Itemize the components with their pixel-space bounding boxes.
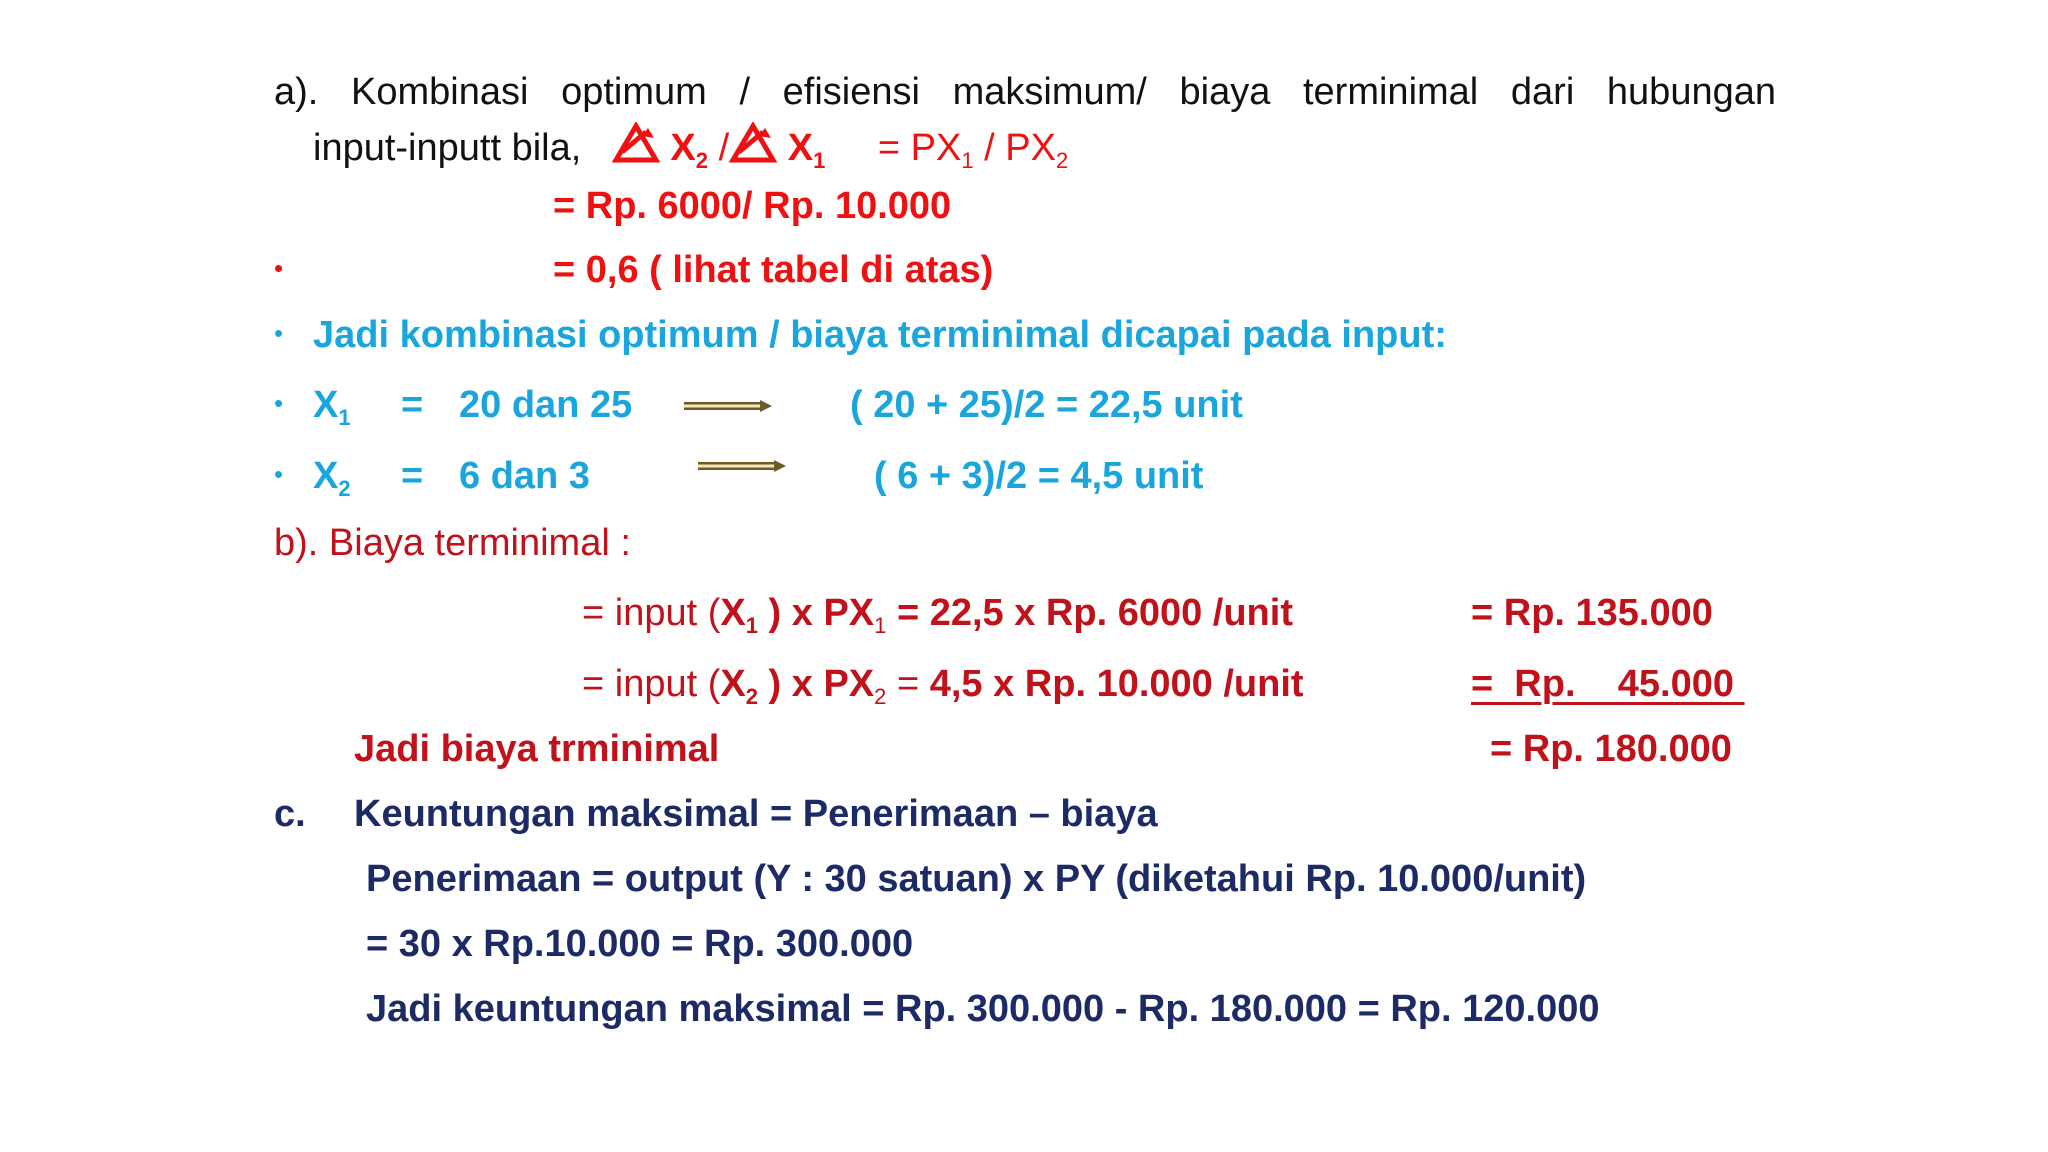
arrow-right-icon xyxy=(682,399,774,413)
delta-symbol-icon-2 xyxy=(729,122,777,173)
x1-row-values: 20 dan 25 xyxy=(459,384,633,426)
cost-row-x1: = input ($X_1$ ) x $PX_1 = 22,5$ x Rp. 6000 /unit xyxy=(582,592,1293,638)
penerimaan-line: Penerimaan = output (Y : 30 satuan) x PY (diketahui Rp. 10.000/unit) xyxy=(366,858,1587,900)
bullet-cyan-3: • xyxy=(274,459,284,489)
penerimaan-calc-line: = 30 x Rp.10.000 = Rp. 300.000 xyxy=(366,923,914,965)
x2-row-values: 6 dan 3 xyxy=(459,455,590,497)
delta-symbol-icon xyxy=(612,122,660,173)
x2-variable: $X_2$ xyxy=(670,127,709,173)
bullet-cyan-2: • xyxy=(274,388,284,418)
x2-row-calc: ( 6 + 3)/2 = 4,5 unit xyxy=(874,455,1204,497)
ratio-line: = Rp. 6000/ Rp. 10.000 xyxy=(553,185,952,227)
x1-variable: $X_1$ xyxy=(787,127,826,173)
biaya-terminimal-heading: b). Biaya terminimal : xyxy=(274,522,631,564)
keuntungan-heading: Keuntungan maksimal = Penerimaan – biaya xyxy=(354,793,1158,835)
result-line: = 0,6 ( lihat tabel di atas) xyxy=(553,249,994,291)
cost-row-x1-total: = Rp. 135.000 xyxy=(1471,592,1713,634)
bullet-red: • xyxy=(274,253,284,283)
input-bila-text: input-inputt bila, xyxy=(313,127,582,169)
x1-row-var: $X_1$ xyxy=(313,384,351,430)
x2-row-var: $X_2$ xyxy=(313,455,351,501)
arrow-right-icon-2 xyxy=(696,459,788,473)
cost-row-x2-total: = Rp. 45.000 xyxy=(1471,663,1745,705)
part-a-line1: a). Kombinasi optimum / efisiensi maksimum/ biaya terminimal dari hubungan xyxy=(274,71,1776,113)
jadi-keuntungan-line: Jadi keuntungan maksimal = Rp. 300.000 - Rp. 180.000 = Rp. 120.000 xyxy=(366,988,1600,1030)
x1-row xyxy=(313,386,1413,436)
x2-row-eq: = xyxy=(401,455,424,497)
jadi-kombinasi-line: Jadi kombinasi optimum / biaya terminimal dicapai pada input: xyxy=(313,314,1447,356)
cost-row-x2: = input ($X_2$ ) x $PX_2 = 4,5$ x Rp. 10.000 /unit xyxy=(582,663,1304,709)
part-a-line2 xyxy=(313,122,1068,173)
x1-row-eq: = xyxy=(401,384,424,426)
bullet-cyan-1: • xyxy=(274,318,284,348)
jadi-biaya-total: = Rp. 180.000 xyxy=(1490,728,1732,770)
division-slash: / xyxy=(718,127,730,169)
jadi-biaya-label: Jadi biaya trminimal xyxy=(354,728,720,770)
part-c-label: c. xyxy=(274,793,306,835)
x2-row xyxy=(313,457,1413,507)
x1-row-calc: ( 20 + 25)/2 = 22,5 unit xyxy=(850,384,1243,426)
price-ratio: = $PX_1 / PX_2$ xyxy=(877,127,1069,173)
